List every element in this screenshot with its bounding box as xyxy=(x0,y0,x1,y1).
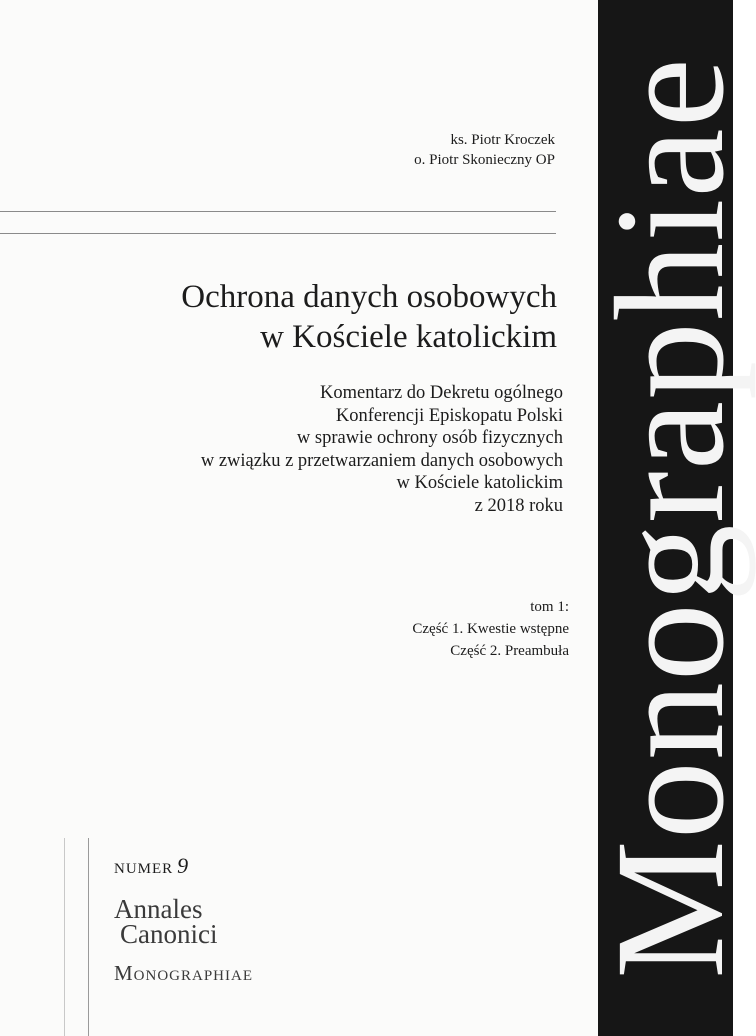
subtitle-line-1: Komentarz do Dekretu ogólnego xyxy=(320,383,563,403)
series-number xyxy=(114,852,253,883)
book-title xyxy=(181,277,557,357)
book-subtitle xyxy=(201,382,563,517)
series-subname: Monographiae xyxy=(114,961,254,985)
title-line-1: Ochrona danych osobowych xyxy=(181,279,557,315)
band-vertical-text: Monographiae xyxy=(583,57,756,979)
series-rule-outer xyxy=(64,838,65,1036)
divider-line-top xyxy=(0,211,556,212)
series-block xyxy=(114,852,253,986)
monographiae-side-band xyxy=(583,0,756,1036)
volume-part-1: Część 1. Kwestie wstępne xyxy=(412,621,569,637)
subtitle-line-2: Konferencji Episkopatu Polski xyxy=(335,405,563,426)
volume-label: tom 1: xyxy=(530,599,569,615)
series-name xyxy=(114,894,253,949)
title-line-2: w Kościele katolickim xyxy=(260,319,557,355)
series-name-line-1: Annales xyxy=(114,894,203,924)
series-number-label: NUMER xyxy=(114,861,174,877)
subtitle-line-3: w sprawie ochrony osób fizycznych xyxy=(296,428,563,448)
author-2: o. Piotr Skonieczny OP xyxy=(414,152,555,168)
volume-info xyxy=(412,596,569,662)
author-1: ks. Piotr Kroczek xyxy=(450,132,555,148)
subtitle-line-5: w Kościele katolickim xyxy=(396,473,563,493)
authors-block xyxy=(414,130,555,170)
divider-line-bottom xyxy=(0,233,556,234)
series-name-line-2: Canonici xyxy=(120,919,218,949)
subtitle-line-6: z 2018 roku xyxy=(474,495,563,516)
volume-part-2: Część 2. Preambuła xyxy=(450,643,569,659)
series-number-value: 9 xyxy=(177,853,190,878)
subtitle-line-4: w związku z przetwarzaniem danych osobowych xyxy=(200,450,563,471)
series-rule xyxy=(88,838,89,1036)
